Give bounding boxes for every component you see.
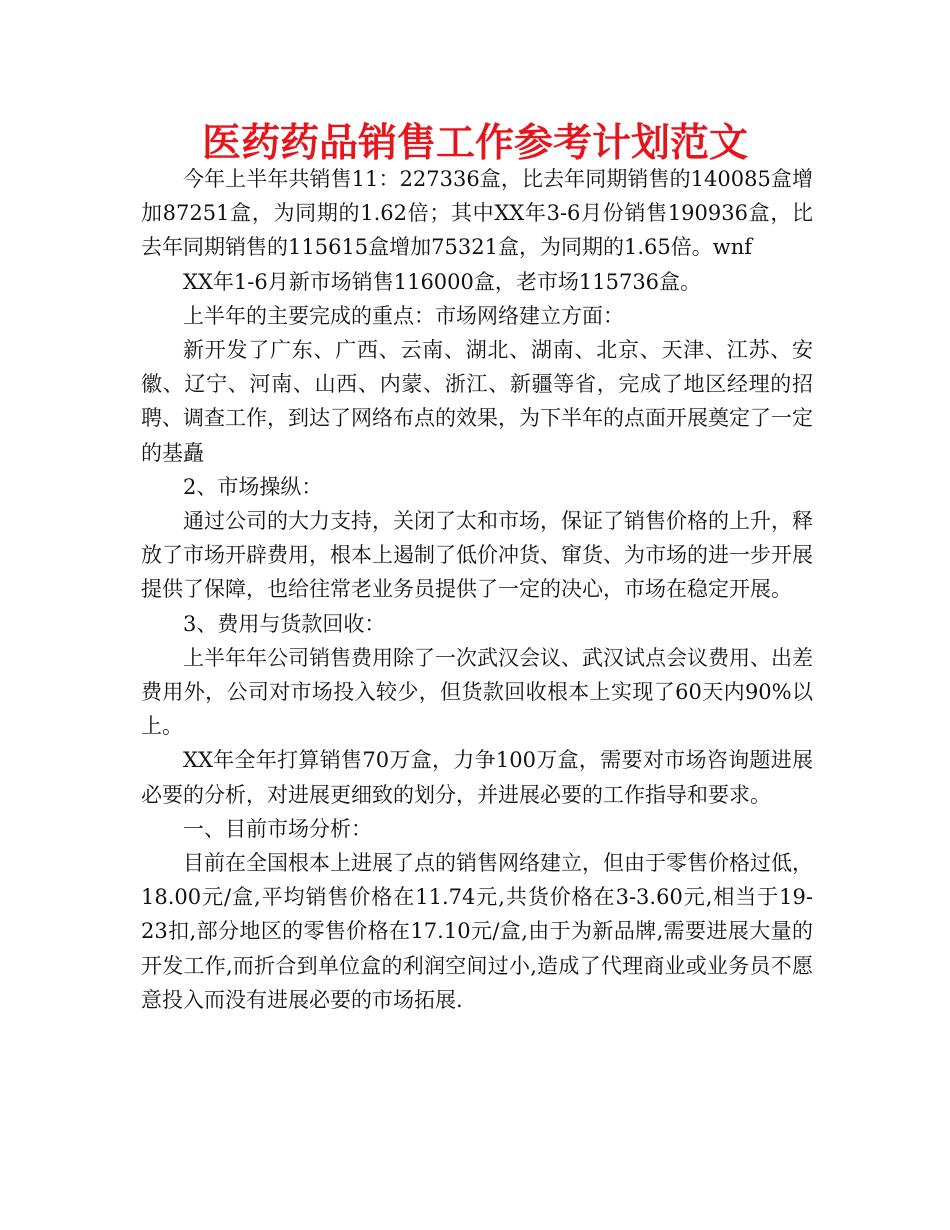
heading-market-analysis: 一、目前市场分析： (183, 816, 372, 841)
paragraph-key-points: 上半年的主要完成的重点：市场网络建立方面： (183, 303, 624, 328)
paragraph-market-analysis: 目前在全国根本上进展了点的销售网络建立，但由于零售价格过低，18.00元/盒,平均销售价格在11.74元,共货价格在3-3.60元,相当于19-23扣,部分地区的零售价格在17.10元/盒,由于为新品牌,需要进展大量的开发工作,而折合到单位盒的利润空间过小,造成了代理商业或业务员不愿意投入而没有进展必要的市场拓展. (141, 851, 813, 1012)
paragraph-sales-summary: 今年上半年共销售11：227336盒，比去年同期销售的140085盒增加87251盒，为同期的1.62倍；其中XX年3-6月份销售190936盒，比去年同期销售的115615盒增加75321盒，为同期的1.65倍。wnf (141, 167, 813, 260)
paragraph-new-markets: 新开发了广东、广西、云南、湖北、湖南、北京、天津、江苏、安徽、辽宁、河南、山西、内蒙、浙江、新疆等省，完成了地区经理的招聘、调查工作，到达了网络布点的效果，为下半年的点面开展奠定了一定的基矗 (141, 338, 813, 465)
paragraph-expenses-collection: 上半年年公司销售费用除了一次武汉会议、武汉试点会议费用、出差费用外，公司对市场投入较少，但货款回收根本上实现了60天内90%以上。 (141, 645, 813, 739)
paragraph-annual-plan: XX年全年打算销售70万盒，力争100万盒，需要对市场咨询题进展必要的分析，对进展更细致的划分，并进展必要的工作指导和要求。 (141, 748, 813, 807)
paragraph-market-split: XX年1-6月新市场销售116000盒，老市场115736盒。 (183, 269, 702, 294)
heading-expenses-collection: 3、费用与货款回收： (183, 611, 386, 636)
document-title: 医药药品销售工作参考计划范文 (201, 121, 748, 166)
paragraph-market-control: 通过公司的大力支持，关闭了太和市场，保证了销售价格的上升，释放了市场开辟费用，根本上遏制了低价冲货、窜货、为市场的进一步开展提供了保障，也给往常老业务员提供了一定的决心，市场在稳定开展。 (141, 509, 813, 602)
heading-market-control: 2、市场操纵： (183, 474, 323, 499)
document-body (141, 162, 813, 1017)
